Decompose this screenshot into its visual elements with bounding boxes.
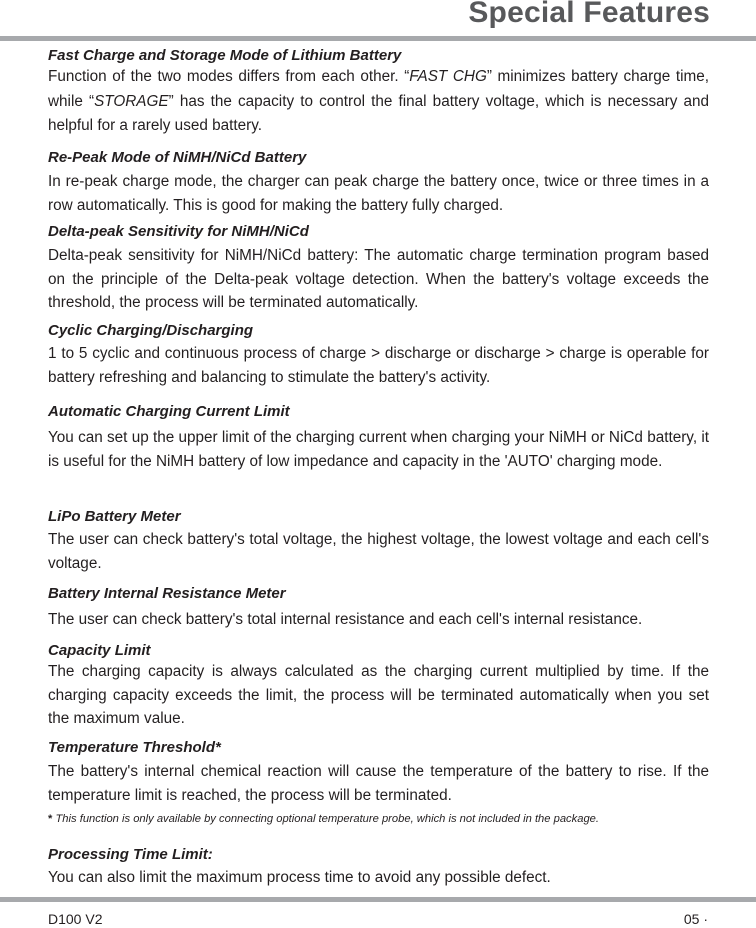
model-label: D100 V2: [48, 911, 103, 927]
section-temperature: [48, 739, 709, 807]
page-title: Special Features: [468, 0, 710, 29]
section-heading: Capacity Limit: [48, 642, 151, 659]
page-number: 05 ·: [683, 911, 708, 927]
section-heading: Temperature Threshold*: [48, 739, 221, 756]
section-heading: Re-Peak Mode of NiMH/NiCd Battery: [48, 149, 307, 166]
section-time-limit: [48, 846, 709, 890]
section-heading: Cyclic Charging/Discharging: [48, 322, 254, 339]
section-heading: Processing Time Limit:: [48, 846, 213, 863]
section-cyclic: [48, 322, 709, 389]
section-delta-peak: [48, 223, 709, 315]
section-lipo-meter: [48, 508, 709, 575]
section-body: The battery's internal chemical reaction will cause the temperature of the battery to rise. If the temperature limit is reached, the process will be terminated.: [48, 763, 709, 804]
header-rule: [0, 36, 756, 41]
section-fast-charge: [48, 47, 709, 139]
section-body: You can also limit the maximum process time to avoid any possible defect.: [48, 869, 551, 886]
section-heading: Fast Charge and Storage Mode of Lithium Battery: [48, 47, 402, 64]
section-heading: LiPo Battery Meter: [48, 508, 181, 525]
section-body: In re-peak charge mode, the charger can peak charge the battery once, twice or three times in a row automatically. This is good for making the battery fully charged.: [48, 173, 709, 214]
section-resistance-meter: [48, 585, 709, 632]
footer-rule: [0, 897, 756, 902]
section-heading: Delta-peak Sensitivity for NiMH/NiCd: [48, 223, 309, 240]
section-body: Function of the two modes differs from each other. “FAST CHG” minimizes battery charge time, while “STORAGE” has the capacity to control the final battery voltage, which is necessary and helpful for a rarely used battery.: [48, 68, 710, 134]
section-heading: Battery Internal Resistance Meter: [48, 585, 286, 602]
section-body: You can set up the upper limit of the charging current when charging your NiMH or NiCd battery, it is useful for the NiMH battery of low impedance and capacity in the 'AUTO' charging mode.: [48, 429, 709, 470]
section-body: The charging capacity is always calculated as the charging current multiplied by time. If the charging capacity exceeds the limit, the process will be terminated automatically when you set the maximum value.: [48, 663, 709, 727]
section-body: 1 to 5 cyclic and continuous process of charge > discharge or discharge > charge is operable for battery refreshing and balancing to stimulate the battery's activity.: [48, 345, 709, 386]
footnote-mark: *: [48, 813, 53, 825]
section-body: The user can check battery's total internal resistance and each cell's internal resistance.: [48, 611, 643, 628]
section-body: The user can check battery's total voltage, the highest voltage, the lowest voltage and each cell's voltage.: [48, 531, 709, 572]
section-re-peak: [48, 149, 709, 217]
footnote-text: This function is only available by connecting optional temperature probe, which is not included in the package.: [52, 813, 600, 825]
section-current-limit: [48, 403, 709, 473]
section-heading: Automatic Charging Current Limit: [48, 403, 290, 420]
section-body: Delta-peak sensitivity for NiMH/NiCd battery: The automatic charge termination program based on the principle of the Delta-peak voltage detection. When the battery's voltage exceeds the threshold, the process will be terminated automatically.: [48, 247, 709, 311]
footnote: [48, 813, 718, 825]
section-capacity-limit: [48, 642, 709, 731]
